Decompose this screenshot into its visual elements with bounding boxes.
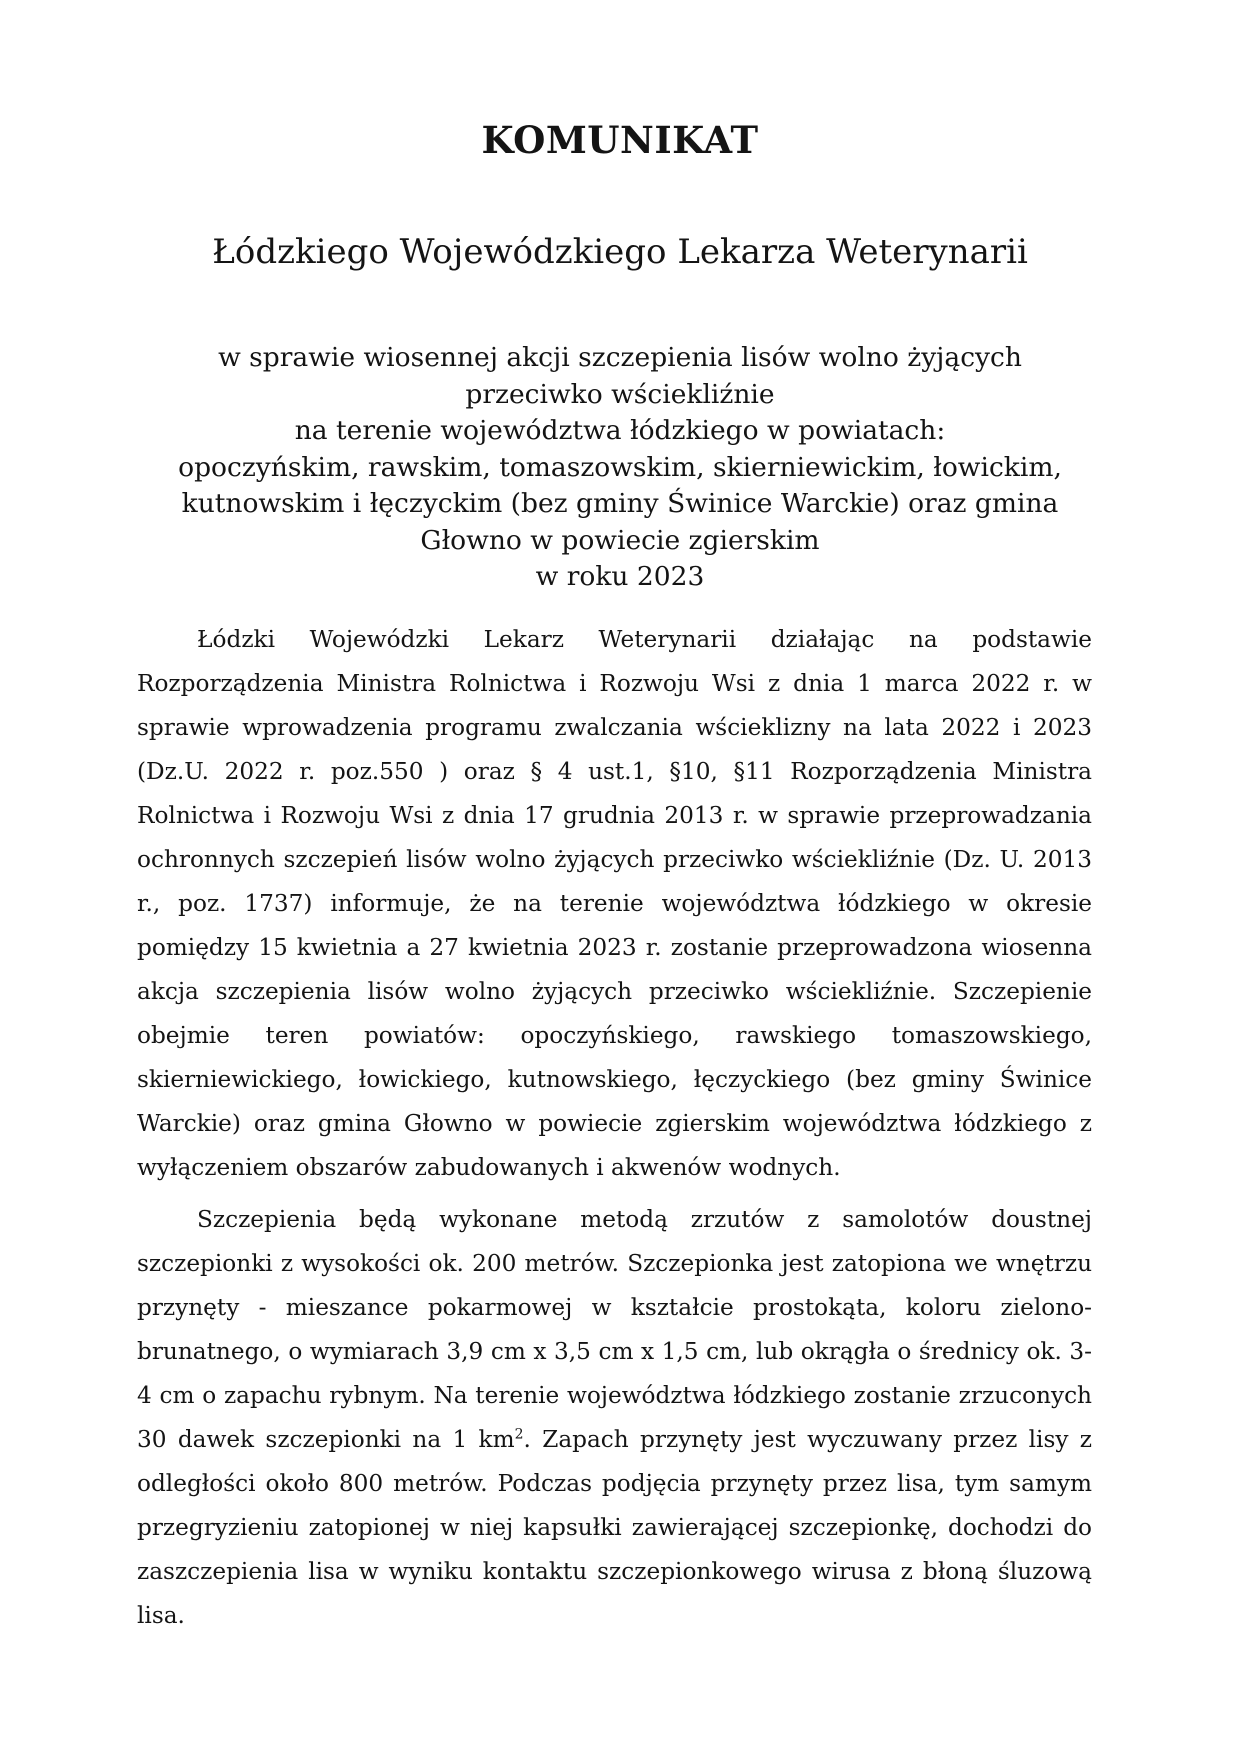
paragraph-text: . Zapach przynęty jest wyczuwany przez lisy z odległości około 800 metrów. Podczas podjęcia przynęty przez lisa, tym samym przegryzieniu zatopionej w niej kapsułki zawierającej szczepionkę, dochodzi do zaszczepienia lisa w wyniku kontaktu szczepionkowego wirusa z błoną śluzową lisa.: [137, 1426, 1092, 1629]
subject-line: opoczyńskim, rawskim, tomaszowskim, skierniewickim, łowickim,: [178, 451, 1062, 483]
subject-line: na terenie województwa łódzkiego w powiatach:: [294, 415, 946, 446]
subject-line: Głowno w powiecie zgierskim: [420, 524, 820, 556]
paragraph-vaccination-details: [137, 1198, 1092, 1638]
superscript: 2: [514, 1426, 524, 1443]
body-text: [137, 618, 1092, 1638]
subject-line: kutnowskim i łęczyckim (bez gminy Świnice Warckie) oraz gmina: [181, 488, 1059, 519]
subject-block: [60, 340, 1180, 596]
subject-line: przeciwko wściekliźnie: [465, 378, 775, 410]
subject-line: w sprawie wiosennej akcji szczepienia lisów wolno żyjących: [218, 342, 1022, 373]
document-title: KOMUNIKAT: [481, 118, 759, 162]
paragraph-legal-basis: Łódzki Wojewódzki Lekarz Weterynarii działając na podstawie Rozporządzenia Ministra Rolnictwa i Rozwoju Wsi z dnia 1 marca 2022 r. w sprawie wprowadzenia programu zwalczania wścieklizny na lata 2022 i 2023 (Dz.U. 2022 r. poz.550 ) oraz § 4 ust.1, §10, §11 Rozporządzenia Ministra Rolnictwa i Rozwoju Wsi z dnia 17 grudnia 2013 r. w sprawie przeprowadzania ochronnych szczepień lisów wolno żyjących przeciwko wściekliźnie (Dz. U. 2013 r., poz. 1737) informuje, że na terenie województwa łódzkiego w okresie pomiędzy 15 kwietnia a 27 kwietnia 2023 r. zostanie przeprowadzona wiosenna akcja szczepienia lisów wolno żyjących przeciwko wściekliźnie. Szczepienie obejmie teren powiatów: opoczyńskiego, rawskiego tomaszowskiego, skierniewickiego, łowickiego, kutnowskiego, łęczyckiego (bez gminy Świnice Warckie) oraz gmina Głowno w powiecie zgierskim województwa łódzkiego z wyłączeniem obszarów zabudowanych i akwenów wodnych.: [137, 626, 1092, 1181]
document-subtitle: Łódzkiego Wojewódzkiego Lekarza Weterynarii: [212, 232, 1028, 272]
subject-line: w roku 2023: [535, 561, 705, 592]
paragraph-text: Szczepienia będą wykonane metodą zrzutów z samolotów doustnej szczepionki z wysokości ok. 200 metrów. Szczepionka jest zatopiona we wnętrzu przynęty - mieszance pokarmowej w kształcie prostokąta, koloru zielono-brunatnego, o wymiarach 3,9 cm x 3,5 cm x 1,5 cm, lub okrągła o średnicy ok. 3-4 cm o zapachu rybnym. Na terenie województwa łódzkiego zostanie zrzuconych 30 dawek szczepionki na 1 km: [137, 1206, 1092, 1453]
